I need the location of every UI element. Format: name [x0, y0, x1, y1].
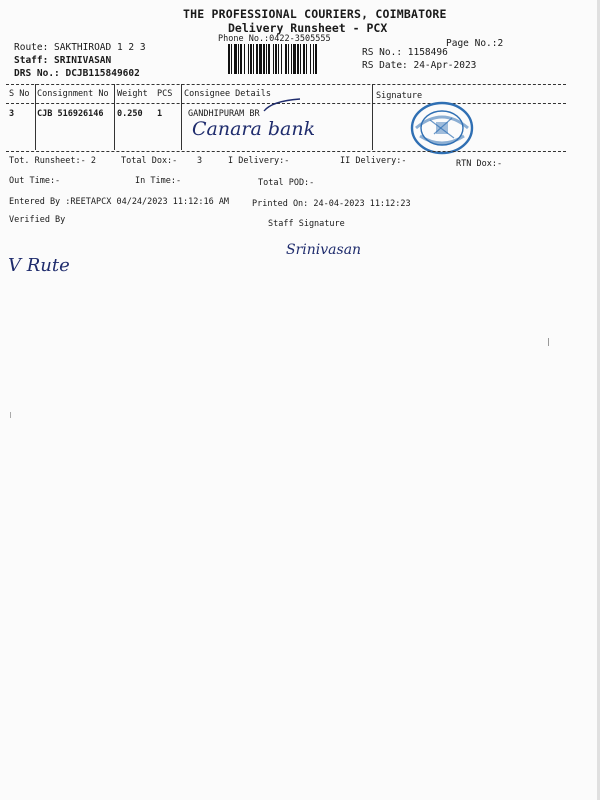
barcode-bar — [273, 44, 274, 74]
row-pcs: 1 — [157, 109, 163, 119]
barcode-bar — [313, 44, 314, 74]
header-weight: Weight — [117, 89, 148, 99]
barcode-bar — [250, 44, 252, 74]
header-signature: Signature — [376, 91, 423, 101]
in-time: In Time:- — [135, 176, 182, 186]
barcode-bar — [238, 44, 239, 74]
barcode-bar — [253, 44, 254, 74]
page-number: Page No.:2 — [446, 38, 504, 49]
barcode-bar — [315, 44, 317, 74]
verified-signature: V Rute — [8, 255, 70, 276]
total-dox-value: 3 — [197, 156, 203, 166]
barcode-bar — [231, 44, 232, 74]
barcode-bar — [291, 44, 292, 74]
printed-on: Printed On: 24-04-2023 11:12:23 — [252, 199, 411, 209]
barcode-bar — [228, 44, 230, 74]
row-sno: 3 — [9, 109, 15, 119]
header-consignment: Consignment No — [37, 89, 109, 99]
barcode — [228, 44, 356, 74]
header-pcs: PCS — [157, 89, 173, 99]
ii-delivery: II Delivery:- — [340, 156, 407, 166]
barcode-bar — [300, 44, 301, 74]
table-bottom-rule — [6, 151, 566, 152]
barcode-bar — [259, 44, 262, 74]
barcode-bar — [278, 44, 279, 74]
barcode-bar — [281, 44, 282, 74]
barcode-bar — [293, 44, 296, 74]
rs-date: RS Date: 24-Apr-2023 — [362, 60, 477, 71]
barcode-bar — [234, 44, 237, 74]
out-time: Out Time:- — [9, 176, 61, 186]
barcode-bar — [285, 44, 287, 74]
row-consignee: GANDHIPURAM BR — [188, 109, 260, 119]
col-divider — [35, 84, 36, 150]
col-divider — [181, 84, 182, 150]
barcode-bar — [244, 44, 245, 74]
entered-by: Entered By :REETAPCX 04/24/2023 11:12:16 AM — [9, 197, 230, 207]
barcode-bar — [275, 44, 277, 74]
barcode-bar — [240, 44, 242, 74]
pen-stroke — [262, 97, 302, 113]
rtn-dox: RTN Dox:- — [456, 159, 503, 169]
barcode-bar — [303, 44, 305, 74]
staff-signature: Srinivasan — [286, 242, 362, 258]
barcode-bar — [263, 44, 265, 74]
courier-stamp — [406, 100, 478, 156]
row-weight: 0.250 — [117, 109, 143, 119]
company-title: THE PROFESSIONAL COURIERS, COIMBATORE — [183, 7, 447, 21]
rs-number: RS No.: 1158496 — [362, 47, 448, 58]
handwritten-consignee-note: Canara bank — [192, 118, 316, 140]
col-divider — [114, 84, 115, 150]
scan-mark — [10, 412, 11, 418]
barcode-bar — [310, 44, 311, 74]
row-consignment: CJB 516926146 — [37, 109, 104, 119]
drs-number: DRS No.: DCJB115849602 — [14, 68, 140, 79]
barcode-bar — [256, 44, 258, 74]
barcode-bar — [297, 44, 299, 74]
barcode-bar — [268, 44, 270, 74]
staff-label: Staff: SRINIVASAN — [14, 55, 112, 66]
barcode-bar — [266, 44, 267, 74]
total-runsheet: Tot. Runsheet:- 2 — [9, 156, 96, 166]
i-delivery: I Delivery:- — [228, 156, 290, 166]
barcode-bar — [306, 44, 307, 74]
header-consignee: Consignee Details — [184, 89, 271, 99]
total-dox-label: Total Dox:- — [121, 156, 178, 166]
total-pod: Total POD:- — [258, 178, 315, 188]
header-sno: S No — [9, 89, 30, 99]
scan-mark — [548, 338, 549, 346]
route-label: Route: SAKTHIROAD 1 2 3 — [14, 42, 146, 53]
barcode-bar — [248, 44, 249, 74]
staff-signature-label: Staff Signature — [268, 219, 345, 229]
table-top-rule — [6, 84, 566, 85]
phone-number: Phone No.:0422-3505555 — [218, 34, 331, 44]
barcode-bar — [288, 44, 289, 74]
col-divider — [372, 84, 373, 150]
verified-by-label: Verified By — [9, 215, 66, 225]
runsheet-title: Delivery Runsheet - PCX — [228, 21, 388, 35]
